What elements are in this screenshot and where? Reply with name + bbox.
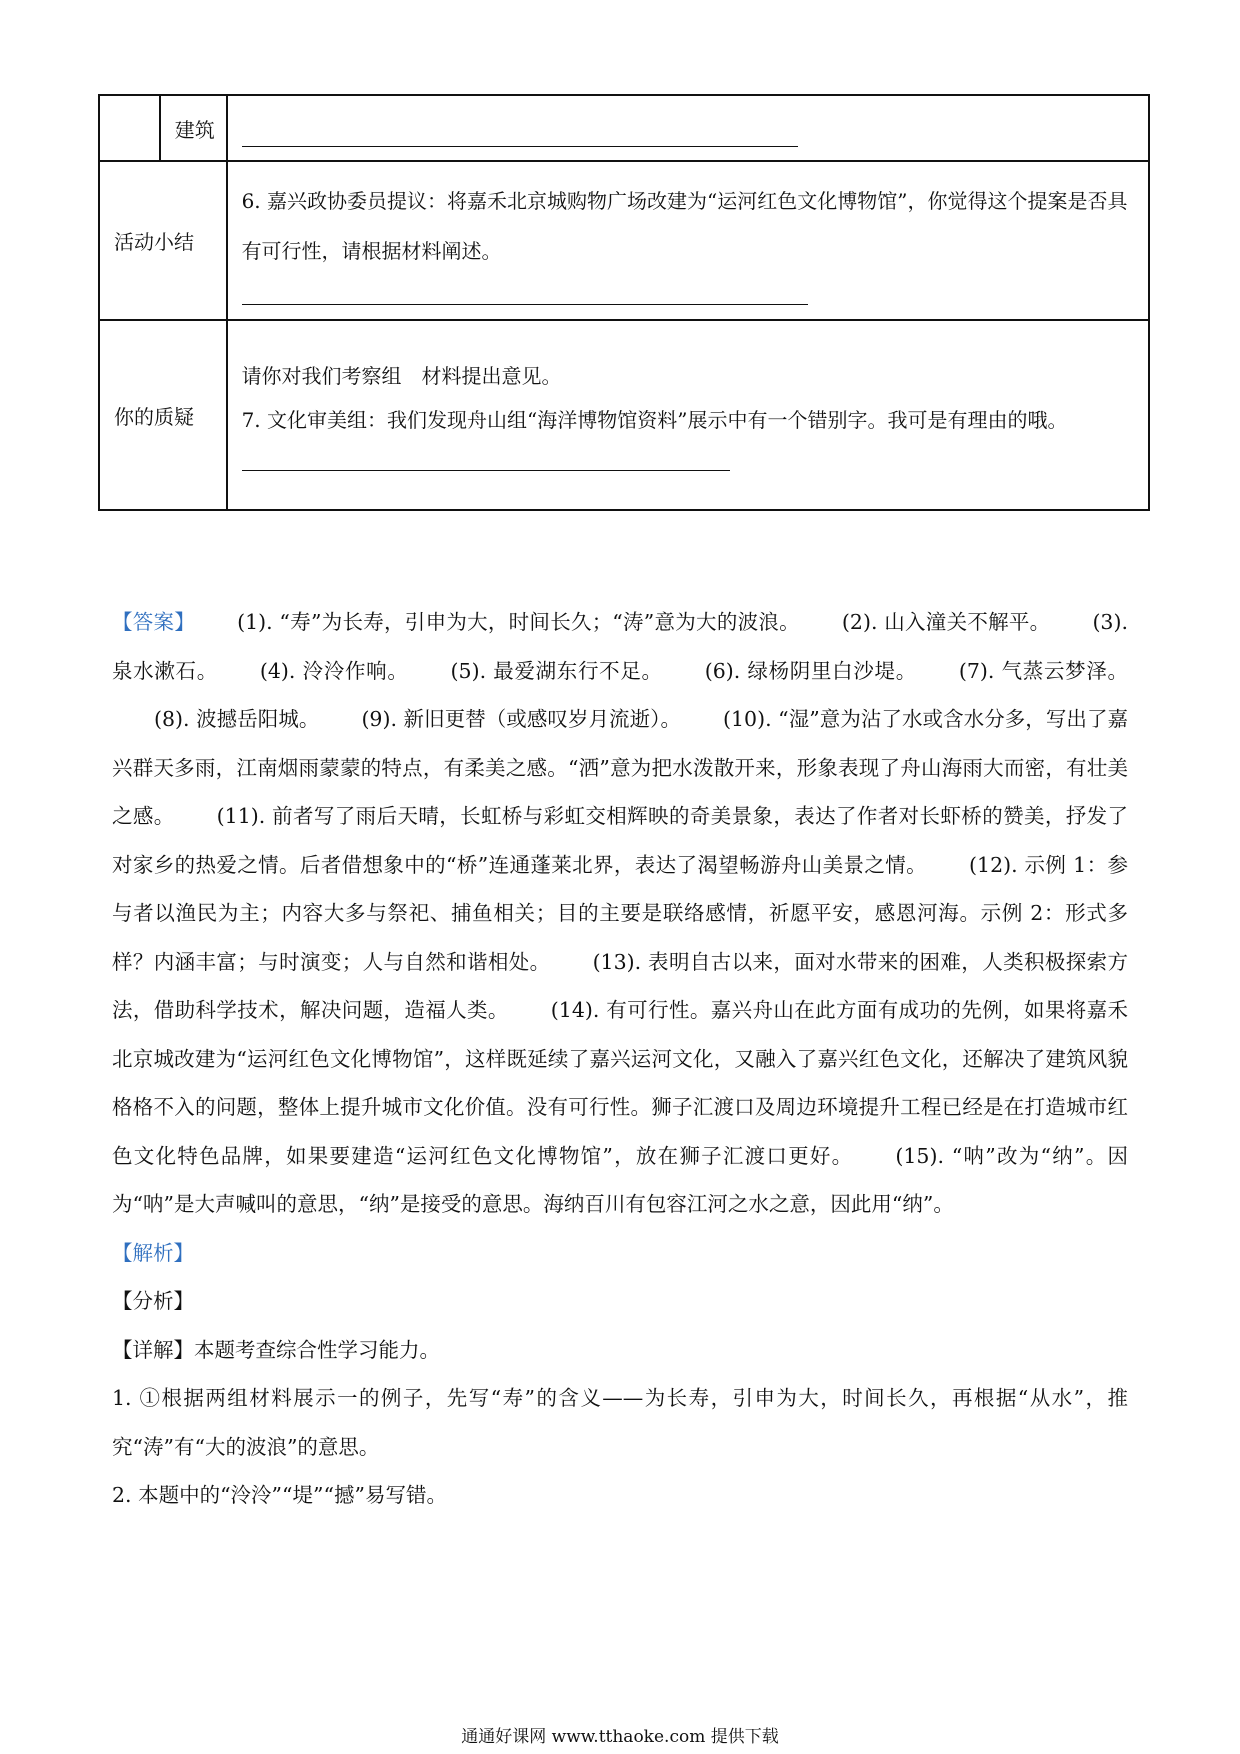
answer-section [112, 598, 1128, 1520]
answer-item: (7). 气蒸云梦泽。 [958, 658, 1129, 683]
answer-item: (2). 山入潼关不解平。 [841, 610, 1051, 634]
doubt-intro: 请你对我们考察组 材料提出意见。 [241, 363, 562, 388]
question-7: 7. 文化审美组：我们发现舟山组“海洋博物馆资料”展示中有一个错别字。我可是有理由的哦。 [241, 407, 1068, 432]
answer-item: (3). 泉水漱石。 [112, 610, 1128, 683]
answer-item: (5). 最爱湖东行不足。 [450, 658, 663, 683]
row-summary [99, 161, 1149, 320]
answer-tag: 【答案】 [112, 610, 196, 634]
row-label-doubt: 你的质疑 [99, 320, 227, 510]
answer-item: (13). 表明自古以来，面对水带来的困难，人类积极探索方法，借助科学技术，解决问题，造福人类。 [112, 949, 1128, 1022]
answer-line-7[interactable] [242, 446, 730, 471]
analysis-tag: 【解析】 [112, 1240, 194, 1265]
answer-item: (8). 波撼岳阳城。 [154, 707, 320, 731]
answer-item: (1). “寿”为长寿，引申为大，时间长久；“涛”意为大的波浪。 [237, 610, 800, 634]
answer-item: (10). “湿”意为沾了水或含水分多，写出了嘉兴群天多雨，江南烟雨蒙蒙的特点，有柔美之感。“洒”意为把水泼散开来，形象表现了舟山海雨大而密，有壮美之感。 [112, 707, 1128, 828]
summary-content [227, 161, 1149, 320]
page-footer: 通通好课网 www.tthaoke.com 提供下载 [461, 1727, 779, 1747]
answer-item: (12). 示例 1：参与者以渔民为主；内容大多与祭祀、捕鱼相关；目的主要是联络感情，祈愿平安，感恩河海。示例 2：形式多样？内涵丰富；与时演变；人与自然和谐相处。 [112, 852, 1128, 974]
answer-item: (14). 有可行性。嘉兴舟山在此方面有成功的先例，如果将嘉禾北京城改建为“运河红色文化博物馆”，这样既延续了嘉兴运河文化，又融入了嘉兴红色文化，还解决了建筑风貌格格不入的问题，整体上提升城市文化价值。没有可行性。狮子汇渡口及周边环境提升工程已经是在打造城市红色文化特色品牌，如果要建造“运河红色文化博物馆”，放在狮子汇渡口更好。 [112, 998, 1128, 1168]
analysis-fenxi: 【分析】 [112, 1289, 194, 1313]
analysis-point-2: 2. 本题中的“泠泠”“堤”“撼”易写错。 [112, 1483, 447, 1507]
row-doubt [99, 320, 1149, 510]
answer-line-6[interactable] [242, 280, 808, 305]
answer-paragraph [112, 598, 1128, 1229]
row-label-building: 建筑 [160, 95, 227, 161]
answer-item: (11). 前者写了雨后天晴，长虹桥与彩虹交相辉映的奇美景象，表达了作者对长虾桥的赞美，抒发了对家乡的热爱之情。后者借想象中的“桥”连通蓬莱北界，表达了渴望畅游舟山美景之情。 [112, 804, 1128, 877]
row-building [99, 95, 1149, 161]
analysis-detail: 【详解】本题考查综合性学习能力。 [112, 1337, 440, 1362]
answer-item: (15). “呐”改为“纳”。因为“呐”是大声喊叫的意思，“纳”是接受的意思。海纳百川有包容江河之水之意，因此用“纳”。 [112, 1143, 1128, 1216]
question-6: 6. 嘉兴政协委员提议：将嘉禾北京城购物广场改建为“运河红色文化博物馆”，你觉得这个提案是否具有可行性，请根据材料阐述。 [241, 189, 1128, 263]
answer-item: (9). 新旧更替（或感叹岁月流逝）。 [361, 707, 682, 731]
answer-item: (6). 绿杨阴里白沙堤。 [704, 658, 917, 683]
answer-item: (4). 泠泠作响。 [259, 658, 409, 683]
empty-cell [99, 95, 160, 161]
analysis-point-1: 1. ①根据两组材料展示一的例子，先写“寿”的含义——为长寿，引申为大，时间长久，再根据“从水”，推究“涛”有“大的波浪”的意思。 [112, 1386, 1128, 1459]
row-label-summary: 活动小结 [99, 161, 227, 320]
activity-table [98, 94, 1150, 511]
doubt-content [227, 320, 1149, 510]
answer-line-building[interactable] [227, 95, 1149, 161]
